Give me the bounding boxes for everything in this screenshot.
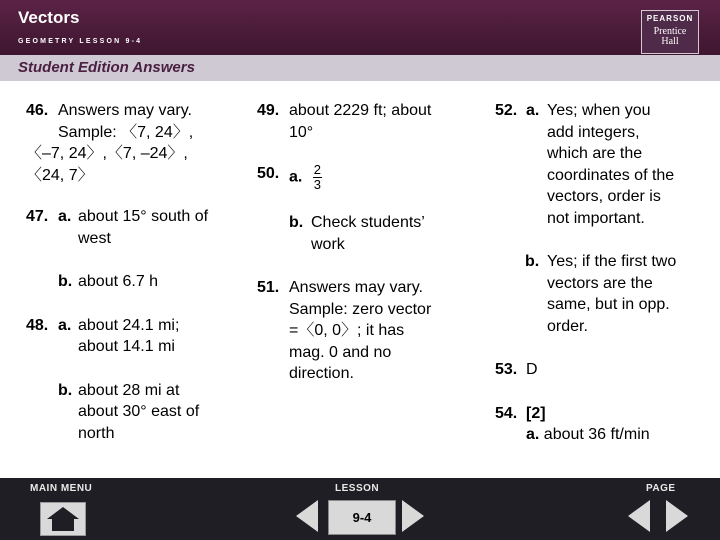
right-arrow-icon xyxy=(666,500,688,532)
answers-column-1 xyxy=(26,100,246,444)
answer-46: 46. Answers may vary. Sample: 〈7, 24〉, 〈–7, 24〉,〈7, –24〉, 〈24, 7〉 xyxy=(26,102,194,184)
header-bar xyxy=(0,0,720,55)
left-arrow-icon xyxy=(628,500,650,532)
answer-48: 48. a. about 24.1 mi; about 14.1 mi b. about 28 mi at about 30° east of north xyxy=(26,316,200,442)
answer-50: 50. a. $\frac{2}{3}$ b. Check students’ work xyxy=(257,162,425,253)
page-next-button[interactable] xyxy=(666,500,690,533)
lesson-next-button[interactable] xyxy=(402,500,426,533)
lesson-number-button[interactable]: 9-4 xyxy=(328,500,396,535)
home-button[interactable] xyxy=(40,502,86,536)
answers-column-2 xyxy=(257,100,477,385)
answer-47: 47. a. about 15° south of west b. about 6.7 h xyxy=(26,208,209,290)
home-icon xyxy=(41,503,85,535)
fraction-two-thirds: $\frac{2}{3}$ xyxy=(313,162,322,192)
pearson-logo: PEARSON Prentice Hall xyxy=(641,10,699,54)
page-label: PAGE xyxy=(646,483,676,494)
right-arrow-icon xyxy=(402,500,424,532)
lesson-label: LESSON xyxy=(335,483,380,494)
answer-53: 53. D xyxy=(495,361,538,378)
lesson-prev-button[interactable] xyxy=(296,500,320,533)
answers-column-3 xyxy=(495,100,715,446)
answer-54: 54. [2] a. about 36 ft/min xyxy=(495,404,650,443)
section-band xyxy=(0,55,720,81)
left-arrow-icon xyxy=(296,500,318,532)
main-menu-label: MAIN MENU xyxy=(30,483,93,494)
footer-nav xyxy=(0,478,720,540)
answer-49: 49. about 2229 ft; about 10° xyxy=(257,102,432,141)
answer-52: 52. a. Yes; when you add integers, which are the coordinates of the vectors, order is not important. b. Yes; if the first two vectors are the same, but in opp. order. xyxy=(495,102,677,335)
section-label: Student Edition Answers xyxy=(18,59,195,76)
page-prev-button[interactable] xyxy=(628,500,652,533)
lesson-subtitle: GEOMETRY LESSON 9-4 xyxy=(18,38,143,45)
answer-51: 51. Answers may vary. Sample: zero vector =〈0, 0〉; it has mag. 0 and no direction. xyxy=(257,279,432,382)
page-title: Vectors xyxy=(18,8,80,27)
